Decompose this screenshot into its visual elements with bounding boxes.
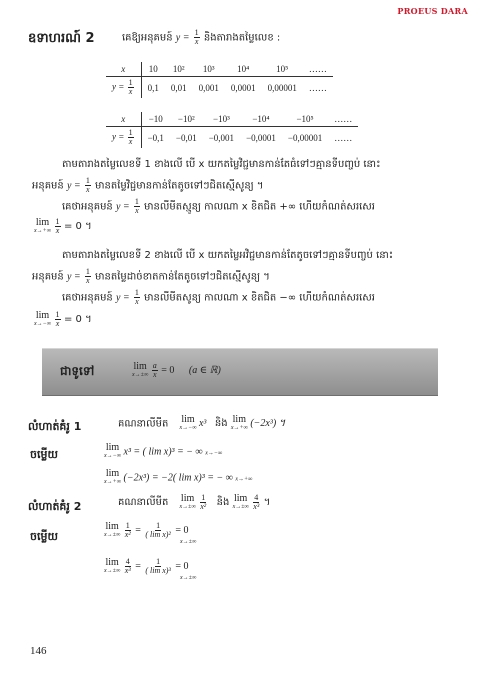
paragraph-4 xyxy=(62,289,452,306)
p4-lhs: y = xyxy=(115,292,130,304)
value-table-positive xyxy=(106,62,333,98)
table-row-x xyxy=(106,62,333,77)
table-cell: −0,00001 xyxy=(287,132,323,143)
limit-minus-infinity xyxy=(34,311,92,328)
frac-num: 1 xyxy=(134,288,139,297)
paragraph-3b xyxy=(32,268,452,285)
paragraph-2 xyxy=(62,198,452,215)
and-text: និង xyxy=(216,496,230,508)
result: = 0 xyxy=(175,560,189,572)
lim-operator: lim x→±∞ xyxy=(104,520,121,538)
table-header-y xyxy=(106,77,141,99)
p2-lhs: y = xyxy=(115,201,130,213)
example-intro xyxy=(122,29,280,46)
table-y-fraction xyxy=(128,129,134,146)
table-row-x xyxy=(106,112,358,127)
equals: = xyxy=(135,560,141,572)
exercise-2-label: លំហាត់គំរូ 2 xyxy=(28,500,82,513)
frac-den: x xyxy=(135,206,139,215)
intro-tail: និងតារាងតម្លៃលេខ : xyxy=(203,32,281,44)
and-text: និង xyxy=(214,418,228,430)
frac-num: 1 xyxy=(201,493,206,502)
frac-den: x xyxy=(128,137,133,146)
p4-post: មានលីមីតសូន្យ កាលណា x ខិតជិត −∞ ហើយកំណត់សរសេរ xyxy=(144,292,375,304)
value-table-negative xyxy=(106,112,358,148)
lim-fraction xyxy=(55,311,61,328)
frac-den: x xyxy=(135,297,139,306)
frac-num: 4 xyxy=(125,557,130,566)
lim-operator: lim x→+∞ xyxy=(104,468,121,485)
table-cell: −10³ xyxy=(203,112,240,127)
table-cell: 0,01 xyxy=(170,82,187,93)
function-fraction xyxy=(194,29,200,46)
table-cell: 0,001 xyxy=(198,82,219,93)
intro-text: គេឱ្យអនុគមន៍ xyxy=(122,32,173,44)
lim-operator: lim x→−∞ xyxy=(179,414,197,431)
function-lhs: y = xyxy=(175,32,190,44)
lim-operator: lim x→−∞ xyxy=(104,442,121,459)
lim-b-expr: (−2x³) ។ xyxy=(250,418,286,430)
frac-den: x xyxy=(55,319,60,328)
table-row-y xyxy=(106,127,358,149)
table-cell: 10 xyxy=(141,62,165,77)
p1b-post: មានតម្លៃវិជ្ជមានកាន់តែតូចទៅៗជិតស្មើសូន្យ ។ xyxy=(95,180,264,192)
frac-den: ( lim x)³ xyxy=(145,566,171,575)
banner-label: ជាទូទៅ xyxy=(60,364,95,378)
exercise-1-label: លំហាត់គំរូ 1 xyxy=(28,420,82,433)
answer-1-label: ចម្លើយ xyxy=(30,448,58,461)
lim-operator: lim x→±∞ xyxy=(232,492,249,510)
answer-1-line-2-inner-sub: x→+∞ xyxy=(235,476,253,483)
ans-inner-sub: x→±∞ xyxy=(180,539,197,545)
banner-fraction xyxy=(152,362,158,379)
table-cell: 0,0001 xyxy=(230,82,256,93)
frac-den: ( lim x)² xyxy=(145,530,171,539)
p4-pre: គេថាអនុគមន៍ xyxy=(62,292,113,304)
task-tail: ។ xyxy=(263,496,271,508)
frac-num: 1 xyxy=(156,557,161,566)
frac-den: x xyxy=(86,185,90,194)
p3b-lhs: y = xyxy=(66,271,81,283)
lim-subscript: x→−∞ xyxy=(34,320,51,327)
table-y-fraction xyxy=(128,79,134,96)
banner-condition: (a ∈ ℝ) xyxy=(188,364,221,376)
lim-fraction xyxy=(55,218,61,235)
lim-result: = 0 ។ xyxy=(64,220,92,232)
exercise-2-task xyxy=(118,494,270,511)
frac-den: x xyxy=(128,87,133,96)
lim-operator: lim x→±∞ xyxy=(104,556,121,574)
answer-2-label: ចម្លើយ xyxy=(30,530,58,543)
p3b-pre: អនុគមន៍ xyxy=(32,271,64,283)
p3b-post: មានតម្លៃដាច់ខាតកាន់តែតូចទៅៗជិតស្មើសូន្យ ។ xyxy=(95,271,270,283)
table-cell: 10⁴ xyxy=(225,62,262,77)
frac-den: x² xyxy=(200,502,207,511)
table-cell: −10⁴ xyxy=(240,112,282,127)
table-cell: …… xyxy=(328,112,358,127)
banner-formula xyxy=(132,362,221,379)
table-header-x: x xyxy=(106,62,141,77)
ex2-fraction-a xyxy=(199,494,207,511)
table-cell: 10⁵ xyxy=(262,62,303,77)
frac-den: x² xyxy=(124,530,131,539)
p4-fraction xyxy=(134,289,140,306)
general-rule-banner xyxy=(42,348,438,396)
frac-num: 4 xyxy=(254,493,259,502)
ex2-fraction-b xyxy=(252,494,260,511)
table-cell: …… xyxy=(308,82,327,93)
lim-operator: lim x→+∞ xyxy=(230,414,248,431)
lim-subscript: x→−∞ xyxy=(104,453,121,459)
frac-den: x xyxy=(86,276,90,285)
table-cell: −0,0001 xyxy=(246,132,276,143)
paragraph-1a: តាមតារាងតម្លៃលេខទី 1 ខាងលើ បើ x យកតម្លៃវិជ្ជមានកាន់តែធំទៅៗគ្មានទីបញ្ចប់ នោះ xyxy=(62,159,381,170)
table-cell: …… xyxy=(303,62,333,77)
table-cell: …… xyxy=(334,132,353,143)
paragraph-1b xyxy=(32,177,452,194)
frac-num: 1 xyxy=(156,521,161,530)
table-cell: 10² xyxy=(165,62,193,77)
ans2-frac-a xyxy=(124,522,132,539)
table-y-lhs: y = xyxy=(112,81,125,92)
table-row-y xyxy=(106,77,333,99)
frac-num: 1 xyxy=(85,176,90,185)
lim-operator: lim x→±∞ xyxy=(179,492,196,510)
p1b-fraction xyxy=(85,177,91,194)
table-cell: −0,01 xyxy=(175,132,197,143)
p2-pre: គេថាអនុគមន៍ xyxy=(62,201,113,213)
table-cell: −10 xyxy=(141,112,170,127)
lim-subscript: x→+∞ xyxy=(230,425,248,431)
p1b-lhs: y = xyxy=(66,180,81,192)
lim-operator: lim x→±∞ xyxy=(132,360,149,378)
frac-den: x xyxy=(55,226,60,235)
table-cell: −0,001 xyxy=(208,132,235,143)
frac-den: x³ xyxy=(124,566,131,575)
table-header-y xyxy=(106,127,141,149)
table-cell: 0,1 xyxy=(147,82,159,93)
answer-2-line-1 xyxy=(104,522,196,545)
result: = 0 xyxy=(175,524,189,536)
equals: = xyxy=(135,524,141,536)
frac-num: a xyxy=(152,361,157,370)
frac-den: x³ xyxy=(253,502,260,511)
table-cell: −10² xyxy=(170,112,203,127)
ans2-frac-b-eval xyxy=(144,558,172,575)
task-text: គណនាលីមីត xyxy=(118,496,169,508)
frac-num: 1 xyxy=(55,217,60,226)
task-text: គណនាលីមីត xyxy=(118,418,169,430)
p2-post: មានលីមីតស្មូន្យ កាលណា x ខិតជិត +∞ ហើយកំណត់សរសេរ xyxy=(144,201,375,213)
p1b-pre: អនុគមន៍ xyxy=(32,180,64,192)
lim-a-expr: x³ xyxy=(198,418,207,430)
lim-subscript: x→±∞ xyxy=(179,503,196,510)
lim-subscript: x→+∞ xyxy=(34,227,51,234)
author-header: PROEUS DARA xyxy=(397,6,468,16)
limit-plus-infinity xyxy=(34,218,92,235)
frac-num: 1 xyxy=(85,267,90,276)
answer-1-line-1 xyxy=(104,444,222,460)
lim-operator: lim x→−∞ xyxy=(34,309,51,327)
function-numerator: 1 xyxy=(194,28,199,37)
frac-num: 1 xyxy=(55,310,60,319)
function-denominator: x xyxy=(194,37,199,46)
answer-2-line-2 xyxy=(104,558,196,581)
lim-subscript: x→±∞ xyxy=(104,567,121,574)
lim-result: = 0 ។ xyxy=(64,313,92,325)
table-cell: −10⁵ xyxy=(282,112,328,127)
table-header-x: x xyxy=(106,112,141,127)
page-number: 146 xyxy=(30,645,47,657)
banner-rhs: = 0 xyxy=(161,364,175,376)
example-title: ឧទាហរណ៍ 2 xyxy=(28,31,95,46)
frac-num: 1 xyxy=(128,78,133,87)
lim-subscript: x→±∞ xyxy=(232,503,249,510)
table-cell: 0,00001 xyxy=(267,82,297,93)
ans2-frac-a-eval xyxy=(144,522,172,539)
lim-subscript: x→−∞ xyxy=(179,425,197,431)
exercise-1-task xyxy=(118,416,285,432)
ans-inner-sub: x→±∞ xyxy=(180,575,197,581)
lim-subscript: x→+∞ xyxy=(104,479,121,485)
p2-fraction xyxy=(134,198,140,215)
lim-subscript: x→±∞ xyxy=(132,371,149,378)
paragraph-3a: តាមតារាងតម្លៃលេខទី 2 ខាងលើ បើ x យកតម្លៃអវិជ្ជមានកាន់តែតូចទៅៗគ្មានទីបញ្ចប់ នោះ xyxy=(62,250,394,261)
table-y-lhs: y = xyxy=(112,131,125,142)
answer-1-line-1-expr: x³ = ( lim x)³ = − ∞ xyxy=(123,446,203,458)
answer-1-line-2 xyxy=(104,470,252,486)
table-cell: −0,1 xyxy=(147,132,164,143)
lim-operator: lim x→+∞ xyxy=(34,216,51,234)
frac-num: 1 xyxy=(134,197,139,206)
ans2-frac-b xyxy=(124,558,132,575)
p3b-fraction xyxy=(85,268,91,285)
frac-den: x xyxy=(152,370,157,379)
answer-1-line-2-expr: (−2x³) = −2( lim x)³ = − ∞ xyxy=(123,472,233,484)
table-cell: 10³ xyxy=(193,62,225,77)
frac-num: 1 xyxy=(128,128,133,137)
answer-1-line-1-inner-sub: x→−∞ xyxy=(205,450,223,457)
lim-subscript: x→±∞ xyxy=(104,531,121,538)
frac-num: 1 xyxy=(125,521,130,530)
